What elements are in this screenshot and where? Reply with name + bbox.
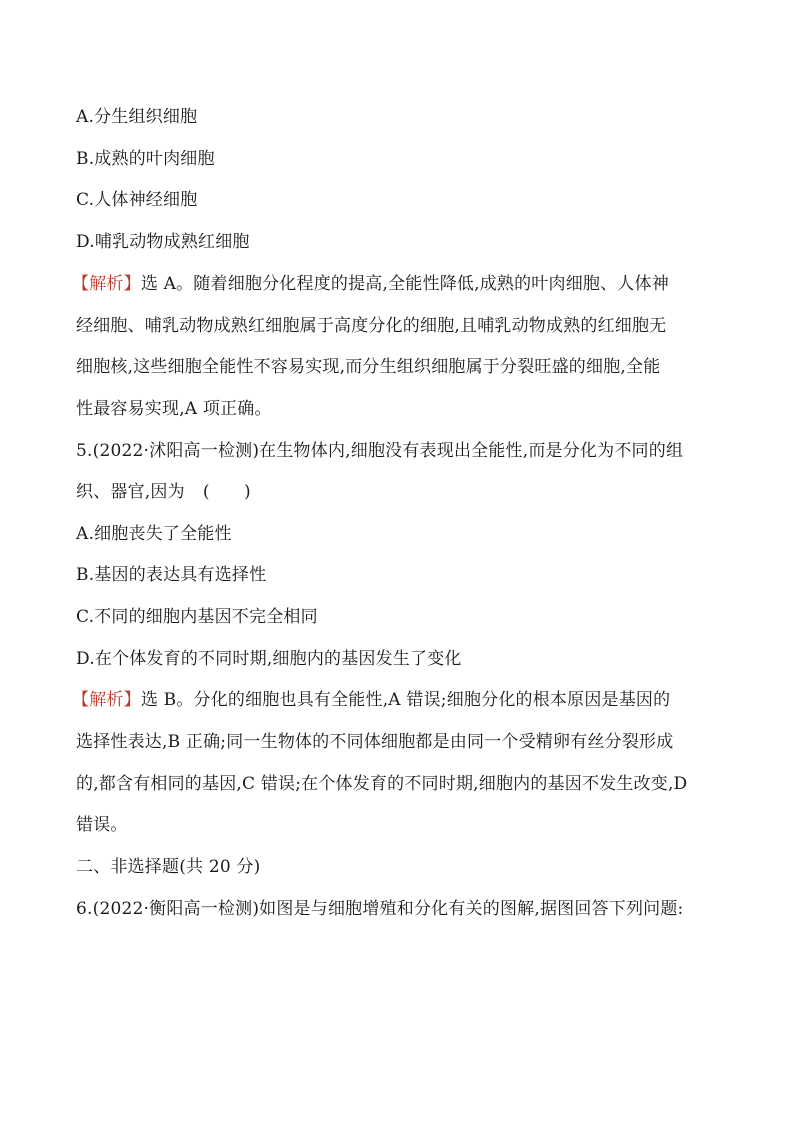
q5-option-a: A.细胞丧失了全能性 bbox=[76, 524, 232, 544]
q5-option-b: B.基因的表达具有选择性 bbox=[76, 565, 267, 585]
q5-option-c: C.不同的细胞内基因不完全相同 bbox=[76, 607, 318, 627]
q5-analysis-line-4: 错误。 bbox=[76, 815, 128, 835]
q4-analysis-line-2: 经细胞、哺乳动物成熟红细胞属于高度分化的细胞,且哺乳动物成熟的红细胞无 bbox=[76, 316, 667, 336]
q5-answer-blank: ( ) bbox=[202, 482, 251, 502]
q4-analysis-tag: 【解析】 bbox=[72, 274, 141, 294]
q5-stem-line-2 bbox=[76, 481, 726, 503]
q5-option-d: D.在个体发育的不同时期,细胞内的基因发生了变化 bbox=[76, 649, 462, 669]
q5-analysis-tag: 【解析】 bbox=[72, 690, 141, 710]
q5-analysis-line-2: 选择性表达,B 正确;同一生物体的不同体细胞都是由同一个受精卵有丝分裂形成 bbox=[76, 732, 674, 752]
q4-analysis-line-3: 细胞核,这些细胞全能性不容易实现,而分生组织细胞属于分裂旺盛的细胞,全能 bbox=[76, 357, 661, 377]
q6-stem: 6.(2022·衡阳高一检测)如图是与细胞增殖和分化有关的图解,据图回答下列问题: bbox=[76, 899, 684, 919]
q4-option-d: D.哺乳动物成熟红细胞 bbox=[76, 232, 250, 252]
q4-analysis-line-4: 性最容易实现,A 项正确。 bbox=[76, 399, 272, 419]
section-2-title: 二、非选择题(共 20 分) bbox=[76, 857, 261, 877]
q5-stem-text-2: 织、器官,因为 bbox=[76, 482, 185, 502]
q4-analysis-line-1 bbox=[72, 273, 722, 295]
q5-analysis-text-1: 选 B。分化的细胞也具有全能性,A 错误;细胞分化的根本原因是基因的 bbox=[140, 690, 671, 710]
q5-analysis-line-3: 的,都含有相同的基因,C 错误;在个体发育的不同时期,细胞内的基因不发生改变,D bbox=[76, 774, 688, 794]
q4-analysis-text-1: 选 A。随着细胞分化程度的提高,全能性降低,成熟的叶肉细胞、人体神 bbox=[140, 274, 669, 294]
q4-option-b: B.成熟的叶肉细胞 bbox=[76, 149, 215, 169]
q4-option-c: C.人体神经细胞 bbox=[76, 190, 198, 210]
q5-stem-line-1: 5.(2022·沭阳高一检测)在生物体内,细胞没有表现出全能性,而是分化为不同的组 bbox=[76, 441, 684, 461]
q5-analysis-line-1 bbox=[72, 689, 722, 711]
q4-option-a: A.分生组织细胞 bbox=[76, 107, 198, 127]
